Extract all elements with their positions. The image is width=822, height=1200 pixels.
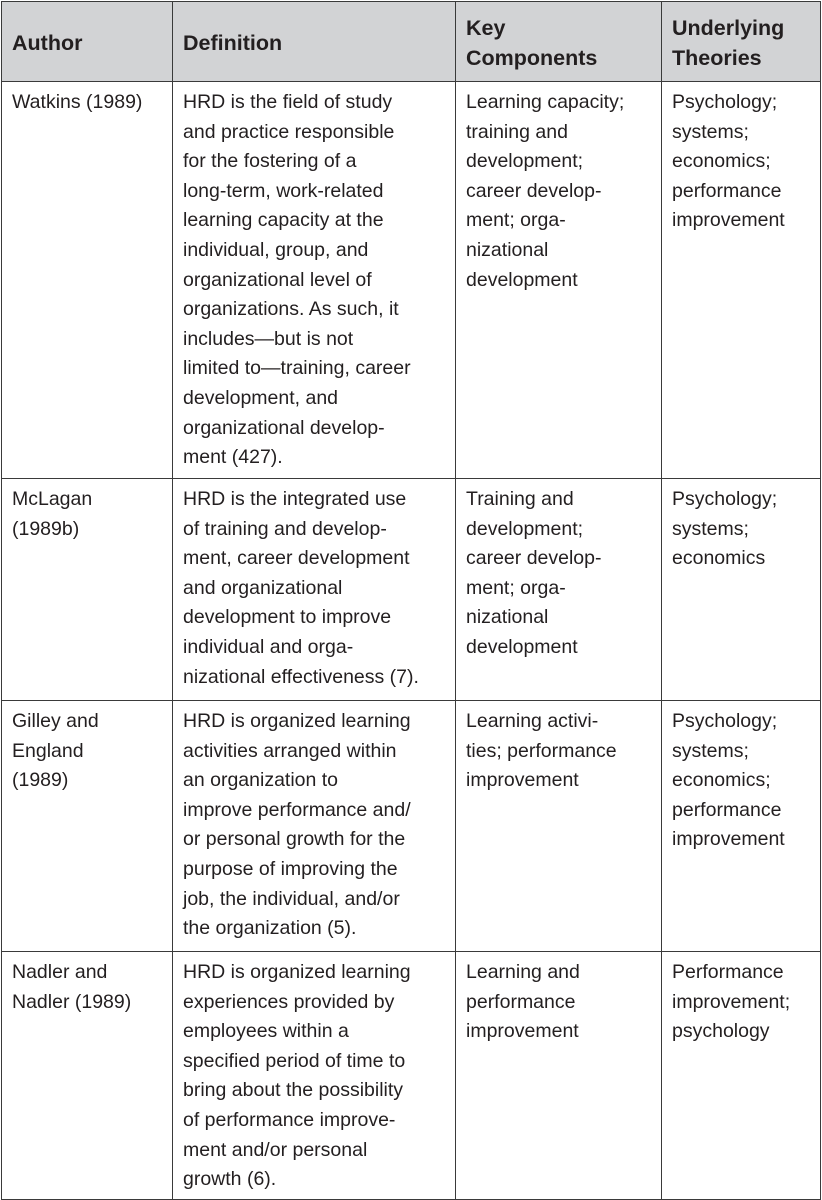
key-components-cell: Training and development; career develop- ment; orga- nizational development xyxy=(456,479,662,701)
underlying-theories-cell: Psychology; systems; economics; performance improvement xyxy=(662,701,821,952)
underlying-theories-cell: Psychology; systems; economics xyxy=(662,479,821,701)
underlying-theories-cell: Psychology; systems; economics; performance improvement xyxy=(662,82,821,479)
author-cell: Nadler and Nadler (1989) xyxy=(2,952,173,1200)
author-cell: Watkins (1989) xyxy=(2,82,173,479)
table-row xyxy=(2,952,821,1200)
underlying-theories-cell: Performance improvement; psychology xyxy=(662,952,821,1200)
table-row xyxy=(2,82,821,479)
author-cell: McLagan (1989b) xyxy=(2,479,173,701)
key-components-cell: Learning capacity; training and development; career develop- ment; orga- nizational development xyxy=(456,82,662,479)
definition-cell: HRD is the field of study and practice responsible for the fostering of a long-term, work-related learning capacity at the individual, group, and organizational level of organizations. As such, it includes—but is not limited to—training, career development, and organizational develop- ment (427). xyxy=(173,82,456,479)
header-definition: Definition xyxy=(173,2,456,82)
table-row xyxy=(2,479,821,701)
key-components-cell: Learning and performance improvement xyxy=(456,952,662,1200)
definition-cell: HRD is the integrated use of training and develop- ment, career development and organizational development to improve individual and orga- nizational effectiveness (7). xyxy=(173,479,456,701)
table-row xyxy=(2,701,821,952)
definition-cell: HRD is organized learning experiences provided by employees within a specified period of time to bring about the possibility of performance improve- ment and/or personal growth (6). xyxy=(173,952,456,1200)
author-cell: Gilley and England (1989) xyxy=(2,701,173,952)
definition-cell: HRD is organized learning activities arranged within an organization to improve performance and/ or personal growth for the purpose of improving the job, the individual, and/or the organization (5). xyxy=(173,701,456,952)
header-underlying-theories: Underlying Theories xyxy=(662,2,821,82)
header-author: Author xyxy=(2,2,173,82)
key-components-cell: Learning activi- ties; performance improvement xyxy=(456,701,662,952)
header-key-components: Key Components xyxy=(456,2,662,82)
hrd-definitions-table xyxy=(1,1,821,1200)
table-header-row xyxy=(2,2,821,82)
